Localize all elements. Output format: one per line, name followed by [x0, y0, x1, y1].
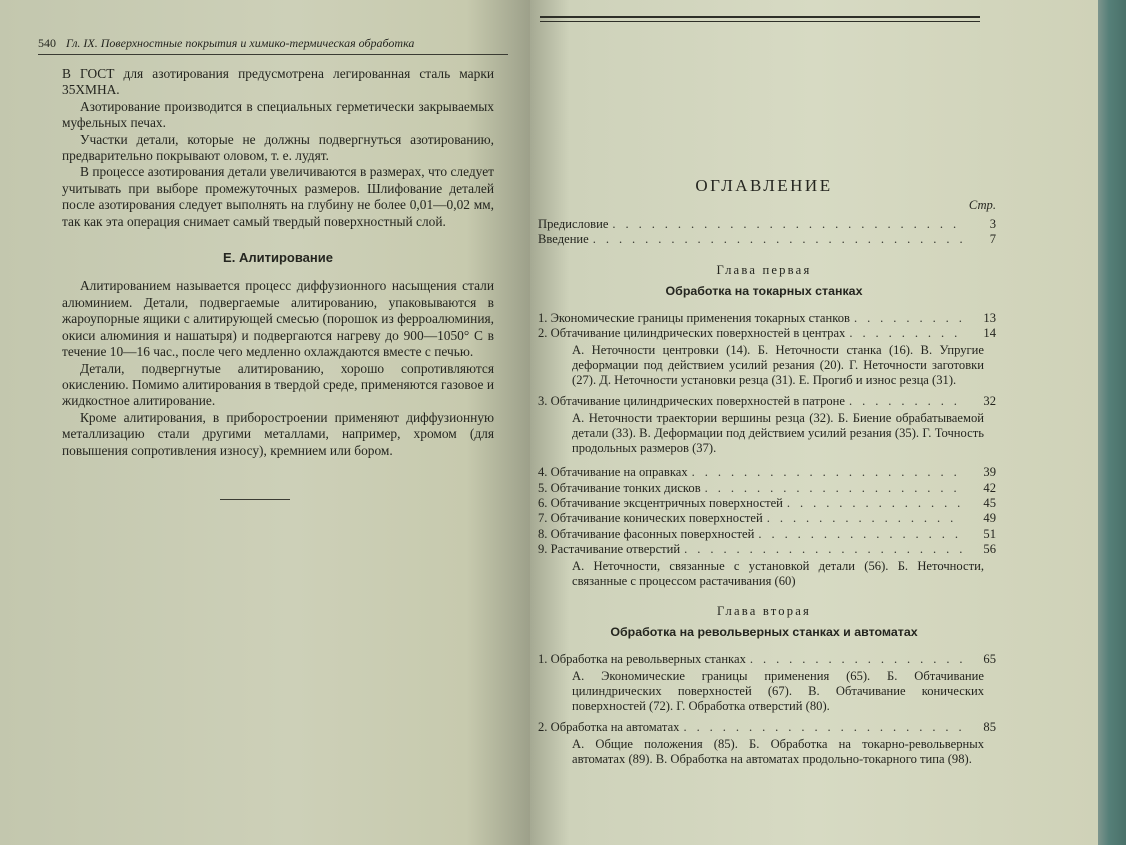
- toc-entry: [538, 394, 996, 409]
- toc-entry-title: 3. Обтачивание цилиндрических поверхностей в патроне: [538, 394, 846, 409]
- toc-entry: [538, 496, 996, 511]
- top-rule: [540, 16, 980, 18]
- toc-entry: [538, 542, 996, 557]
- leader-dots: [758, 527, 964, 542]
- toc-entry: [538, 720, 996, 735]
- toc-entry-title: 2. Обработка на автоматах: [538, 720, 680, 735]
- toc-entry: [538, 511, 996, 526]
- toc-subentries: А. Общие положения (85). Б. Обработка на токарно-револьверных автоматах (89). В. Обработка на автоматах продольно-токарного типа (98).: [572, 736, 984, 766]
- toc-entry-page: 56: [983, 542, 996, 557]
- toc-title: ОГЛАВЛЕНИЕ: [695, 176, 833, 195]
- chapter-title: Обработка на револьверных станках и автоматах: [610, 625, 918, 640]
- left-page: [0, 0, 530, 845]
- leader-dots: [849, 394, 964, 409]
- running-head: [38, 36, 508, 55]
- toc-entry-page: 39: [983, 465, 996, 480]
- toc-subentries: А. Неточности центровки (14). Б. Неточности станка (16). В. Упругие деформации под действием усилий резания (20). Г. Неточности заготовки (27). Д. Неточности установки резца (31). Е. Прогиб и износ резца (31).: [572, 342, 984, 388]
- toc-entry-title: Предисловие: [538, 217, 609, 231]
- leader-dots: [705, 481, 964, 496]
- chapter-label: Глава первая: [716, 262, 812, 277]
- toc-entry: [538, 326, 996, 341]
- left-body-text: [62, 66, 494, 459]
- toc-entry: [538, 217, 996, 232]
- paragraph: Детали, подвергнутые алитированию, хорошо сопротивляются окислению. Помимо алитирования в твердой среде, применяются газовое и жидкостное алитирование.: [62, 360, 494, 409]
- paragraph: Кроме алитирования, в приборостроении применяют диффузионную металлизацию стали другими металлами, например, хромом (для повышения сопротивления износу), кремнием или бором.: [62, 409, 494, 458]
- toc-entry-page: 3: [989, 217, 996, 231]
- toc-subentries: А. Неточности траектории вершины резца (32). Б. Биение обрабатываемой детали (33). В. Деформации под действием усилий резания (35). Г. Точность продольных размеров (37).: [572, 410, 984, 456]
- paragraph: Участки детали, которые не должны подвергнуться азотированию, предварительно покрывают оловом, т. е. лудят.: [62, 131, 494, 164]
- leader-dots: [692, 465, 964, 480]
- chapter-label: Глава вторая: [716, 604, 812, 619]
- leader-dots: [854, 311, 964, 326]
- leader-dots: [767, 511, 964, 526]
- toc-entry: [538, 526, 996, 542]
- toc-subentries: А. Экономические границы применения (65). Б. Обтачивание цилиндрических поверхностей (67). В. Обтачивание конических поверхностей (72). Г. Обработка отверстий (80).: [572, 668, 984, 713]
- paragraph: В ГОСТ для азотирования предусмотрена легированная сталь марки 35ХМНА.: [62, 66, 494, 98]
- toc-entry-title: Введение: [538, 232, 589, 247]
- section-heading: Е. Алитирование: [223, 250, 333, 266]
- toc-entry: [538, 310, 996, 326]
- toc-entry-title: 4. Обтачивание на оправках: [538, 465, 688, 480]
- leader-dots: [683, 720, 964, 735]
- toc-entry: [538, 480, 996, 496]
- chapter-title: Обработка на токарных станках: [665, 283, 863, 298]
- leader-dots: [612, 217, 964, 232]
- leader-dots: [849, 326, 964, 341]
- toc-entry-page: 65: [983, 652, 996, 667]
- toc-entry-page: 45: [983, 496, 996, 511]
- toc-entry-title: 8. Обтачивание фасонных поверхностей: [538, 526, 755, 541]
- table-of-contents: [538, 176, 996, 769]
- page-number: 540: [38, 36, 56, 50]
- leader-dots: [593, 232, 964, 247]
- top-rule-thin: [540, 21, 980, 22]
- toc-entry: [538, 652, 996, 667]
- toc-entry-title: 5. Обтачивание тонких дисков: [538, 480, 701, 495]
- toc-entry: [538, 465, 996, 480]
- toc-entry-page: 7: [989, 232, 996, 247]
- page-edge: [1098, 0, 1126, 845]
- toc-entry-title: 6. Обтачивание эксцентричных поверхностей: [538, 496, 783, 511]
- toc-entry-page: 85: [983, 720, 996, 735]
- toc-entry-page: 42: [983, 480, 996, 495]
- leader-dots: [684, 542, 964, 557]
- toc-subentries: А. Неточности, связанные с установкой детали (56). Б. Неточности, связанные с процессом растачивания (60): [572, 558, 984, 588]
- leader-dots: [787, 496, 964, 511]
- paragraph: Алитированием называется процесс диффузионного насыщения стали алюминием. Детали, подвергаемые алитированию, упаковываются в жароупорные ящики с алитирующей смесью (порошок из ферроалюминия, окиси алюминия и нашатыря) и подвергаются нагреву до 900—1050° С в течение 10—16 час., после чего медленно охлаждаются вместе с печью.: [62, 278, 494, 360]
- leader-dots: [750, 652, 964, 667]
- end-rule: [220, 499, 290, 500]
- page-column-label: Стр.: [968, 198, 996, 212]
- toc-entry-title: 7. Обтачивание конических поверхностей: [538, 511, 763, 526]
- toc-entry: [538, 232, 996, 247]
- toc-entry-title: 1. Экономические границы применения токарных станков: [538, 310, 850, 325]
- toc-entry-page: 51: [983, 526, 996, 541]
- paragraph: Азотирование производится в специальных герметически закрываемых муфельных печах.: [62, 98, 494, 131]
- toc-entry-page: 13: [983, 310, 996, 325]
- toc-entry-title: 9. Растачивание отверстий: [538, 542, 681, 557]
- right-page: [530, 0, 1098, 845]
- toc-entry-page: 32: [983, 394, 996, 409]
- toc-entry-page: 49: [983, 511, 996, 526]
- running-head-title: Гл. IX. Поверхностные покрытия и химико-термическая обработка: [66, 36, 415, 50]
- toc-entry-page: 14: [983, 326, 996, 341]
- toc-entry-title: 1. Обработка на револьверных станках: [538, 652, 746, 667]
- paragraph: В процессе азотирования детали увеличиваются в размерах, что следует учитывать при выборе промежуточных размеров. Шлифование деталей после азотирования следует выполнять на глубину не более 0,01—0,02 мм, так как эта операция снимает самый твердый поверхностный слой.: [62, 164, 494, 229]
- toc-entry-title: 2. Обтачивание цилиндрических поверхностей в центрах: [538, 326, 846, 341]
